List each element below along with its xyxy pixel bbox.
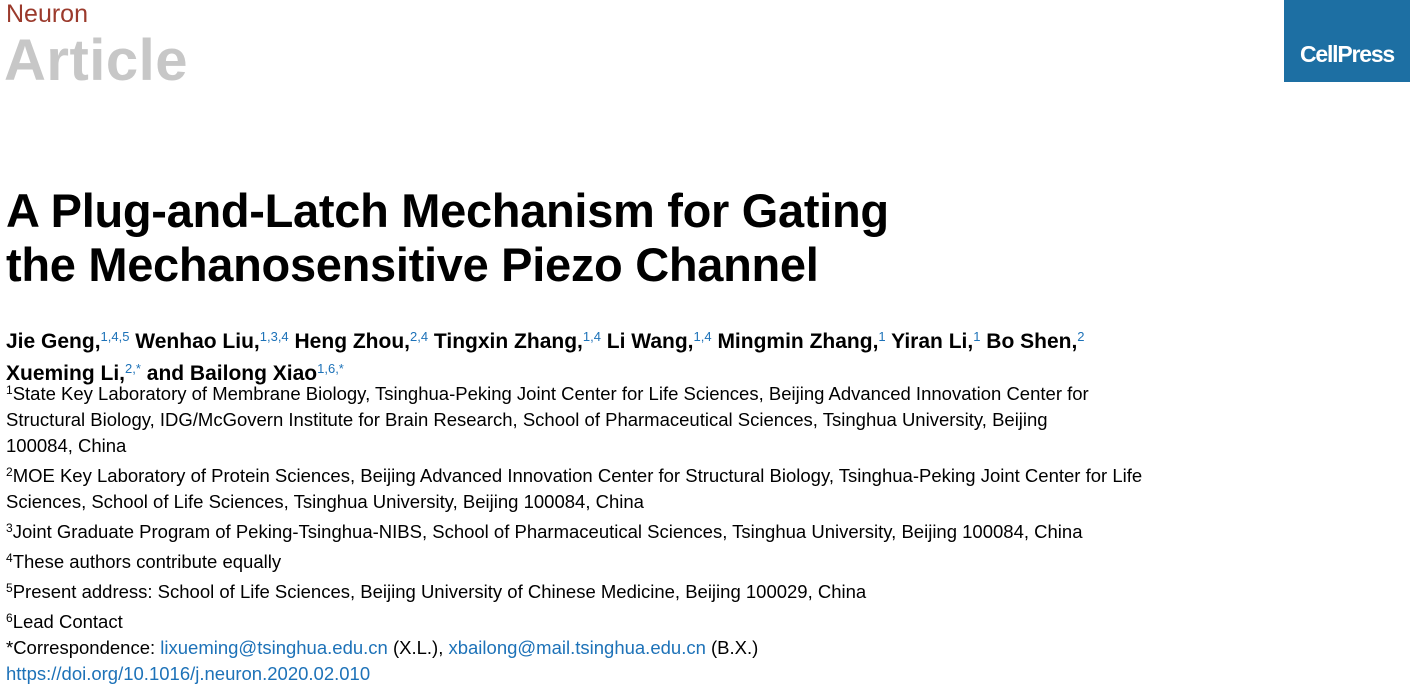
author: Heng Zhou,$^{2,4}$ <box>294 329 429 353</box>
journal-name: Neuron <box>6 0 88 28</box>
publisher-name: CellPress <box>1299 41 1395 67</box>
author: Tingxin Zhang,$^{1,4}$ <box>433 329 601 353</box>
publisher-logo <box>1284 0 1410 82</box>
author-affiliation-sup[interactable]: 2,* <box>125 361 141 376</box>
author-affiliation-sup[interactable]: 2,4 <box>410 329 429 344</box>
affiliation-number: 2 <box>6 465 13 479</box>
title-line-2: the Mechanosensitive Piezo Channel <box>6 238 819 291</box>
initials-bx: (B.X.) <box>711 637 759 658</box>
affiliations <box>6 377 1396 687</box>
author: and Bailong Xiao$^{1,6,*}$ <box>146 361 344 385</box>
author: Xueming Li,$^{2,*}$ <box>6 361 141 385</box>
affiliation-4 <box>6 545 1396 575</box>
author: Yiran Li,$^1$ <box>891 329 981 353</box>
author-affiliation-sup[interactable]: 1,3,4 <box>259 329 289 344</box>
affiliation-number: 3 <box>6 521 13 535</box>
author-affiliation-sup[interactable]: 1 <box>878 329 886 344</box>
affiliation-number: 6 <box>6 611 13 625</box>
affiliation-2 <box>6 459 1396 515</box>
author: Jie Geng,$^{1,4,5}$ <box>6 329 130 353</box>
affiliation-1 <box>6 377 1396 459</box>
affiliation-5 <box>6 575 1396 605</box>
author-affiliation-sup[interactable]: 1,4 <box>693 329 712 344</box>
author-affiliation-sup[interactable]: 1 <box>973 329 981 344</box>
affiliation-text: Present address: School of Life Sciences, Beijing University of Chinese Medicine, Beijing 100029, China <box>12 581 867 602</box>
author: Bo Shen,$^2$ <box>986 329 1085 353</box>
article-title <box>6 184 889 292</box>
title-line-1: A Plug-and-Latch Mechanism for Gating <box>6 184 889 237</box>
author-affiliation-sup[interactable]: 2 <box>1077 329 1085 344</box>
affiliation-3 <box>6 515 1396 545</box>
email-link-bx[interactable]: xbailong@mail.tsinghua.edu.cn <box>448 637 706 658</box>
affiliation-number: 5 <box>6 581 13 595</box>
author-affiliation-sup[interactable]: 1,4 <box>582 329 601 344</box>
author: Mingmin Zhang,$^1$ <box>717 329 886 353</box>
article-type: Article <box>4 28 189 93</box>
affiliation-text: These authors contribute equally <box>12 551 282 572</box>
affiliation-text: State Key Laboratory of Membrane Biology, Tsinghua-Peking Joint Center for Life Sciences, Beijing Advanced Innovation Center for Structural Biology, IDG/McGovern Institute for Brain Research, School of Pharmaceutical Sciences, Tsinghua University, Beijing 100084, China <box>6 383 1089 456</box>
affiliation-text: Joint Graduate Program of Peking-Tsinghua-NIBS, School of Pharmaceutical Sciences, Tsinghua University, Beijing 100084, China <box>12 521 1083 542</box>
affiliation-text: MOE Key Laboratory of Protein Sciences, Beijing Advanced Innovation Center for Structural Biology, Tsinghua-Peking Joint Center for Life Sciences, School of Life Sciences, Tsinghua University, Beijing 100084, China <box>6 465 1143 512</box>
affiliation-text: Lead Contact <box>12 611 123 632</box>
author-affiliation-sup[interactable]: 1,6,* <box>317 361 344 376</box>
author-affiliation-sup[interactable]: 1,4,5 <box>100 329 130 344</box>
author: Li Wang,$^{1,4}$ <box>606 329 712 353</box>
affiliation-number: 4 <box>6 551 13 565</box>
affiliation-number: 1 <box>6 383 13 397</box>
doi-link[interactable]: https://doi.org/10.1016/j.neuron.2020.02.010 <box>6 663 371 684</box>
affiliation-6 <box>6 605 1396 635</box>
correspondence-label: *Correspondence: <box>6 637 156 658</box>
initials-xl: (X.L.), <box>392 637 444 658</box>
correspondence <box>6 635 1396 661</box>
doi <box>6 661 1396 687</box>
author: Wenhao Liu,$^{1,3,4}$ <box>135 329 289 353</box>
email-link-xl[interactable]: lixueming@tsinghua.edu.cn <box>160 637 388 658</box>
